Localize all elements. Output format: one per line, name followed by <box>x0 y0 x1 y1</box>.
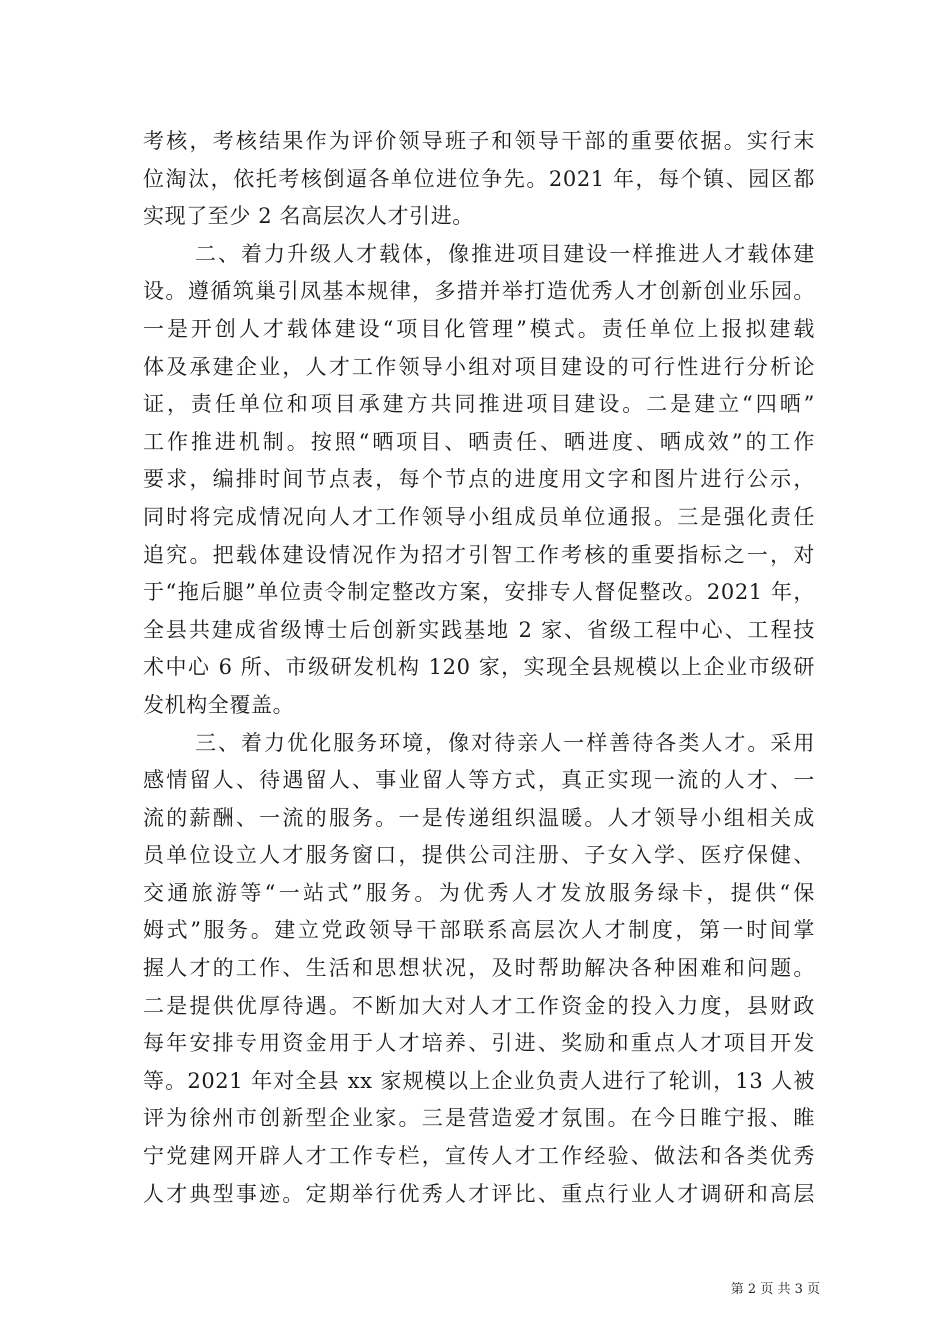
text-line: 每年安排专用资金用于人才培养、引进、奖励和重点人才项目开发 <box>143 1031 815 1056</box>
text-line: 位淘汰，依托考核倒逼各单位进位争先。2021 年，每个镇、园区都 <box>143 166 815 191</box>
document-body <box>143 123 815 1213</box>
text-line: 二是提供优厚待遇。不断加大对人才工作资金的投入力度，县财政 <box>143 993 815 1018</box>
text-line: 发机构全覆盖。 <box>143 692 295 717</box>
text-line: 实现了至少 2 名高层次人才引进。 <box>143 204 474 229</box>
text-line: 人才典型事迹。定期举行优秀人才评比、重点行业人才调研和高层 <box>143 1181 815 1206</box>
text-line: 评为徐州市创新型企业家。三是营造爱才氛围。在今日睢宁报、睢 <box>143 1106 815 1131</box>
text-line: 体及承建企业，人才工作领导小组对项目建设的可行性进行分析论 <box>143 354 815 379</box>
text-line: 考核，考核结果作为评价领导班子和领导干部的重要依据。实行末 <box>143 129 815 153</box>
text-line: 等。2021 年对全县 xx 家规模以上企业负责人进行了轮训，13 人被 <box>143 1068 815 1093</box>
text-line: 员单位设立人才服务窗口，提供公司注册、子女入学、医疗保健、 <box>143 843 815 868</box>
text-line: 术中心 6 所、市级研发机构 120 家，实现全县规模以上企业市级研 <box>143 655 815 680</box>
text-line: 三、着力优化服务环境，像对待亲人一样善待各类人才。采用 <box>195 730 815 755</box>
text-line: 要求，编排时间节点表，每个节点的进度用文字和图片进行公示， <box>143 467 815 492</box>
text-line: 于“拖后腿”单位责令制定整改方案，安排专人督促整改。2021 年， <box>143 580 815 605</box>
text-line: 宁党建网开辟人才工作专栏，宣传人才工作经验、做法和各类优秀 <box>143 1144 815 1169</box>
text-line: 一是开创人才载体建设“项目化管理”模式。责任单位上报拟建载 <box>143 316 815 341</box>
text-line: 追究。把载体建设情况作为招才引智工作考核的重要指标之一，对 <box>143 542 815 567</box>
text-line: 握人才的工作、生活和思想状况，及时帮助解决各种困难和问题。 <box>143 956 815 981</box>
text-line: 二、着力升级人才载体，像推进项目建设一样推进人才载体建 <box>195 241 815 266</box>
text-line: 感情留人、待遇留人、事业留人等方式，真正实现一流的人才、一 <box>143 768 815 793</box>
text-line: 交通旅游等“一站式”服务。为优秀人才发放服务绿卡，提供“保 <box>143 880 815 905</box>
text-line: 设。遵循筑巢引凤基本规律，多措并举打造优秀人才创新创业乐园。 <box>143 279 815 304</box>
page-number-footer: 第 2 页 共 3 页 <box>730 1282 820 1297</box>
text-line: 证，责任单位和项目承建方共同推进项目建设。二是建立“四晒” <box>143 392 815 417</box>
text-line: 同时将完成情况向人才工作领导小组成员单位通报。三是强化责任 <box>143 504 815 529</box>
text-line: 姆式”服务。建立党政领导干部联系高层次人才制度，第一时间掌 <box>143 918 815 943</box>
text-line: 流的薪酬、一流的服务。一是传递组织温暖。人才领导小组相关成 <box>143 805 815 830</box>
text-line: 全县共建成省级博士后创新实践基地 2 家、省级工程中心、工程技 <box>143 617 815 642</box>
text-line: 工作推进机制。按照“晒项目、晒责任、晒进度、晒成效”的工作 <box>143 429 815 454</box>
